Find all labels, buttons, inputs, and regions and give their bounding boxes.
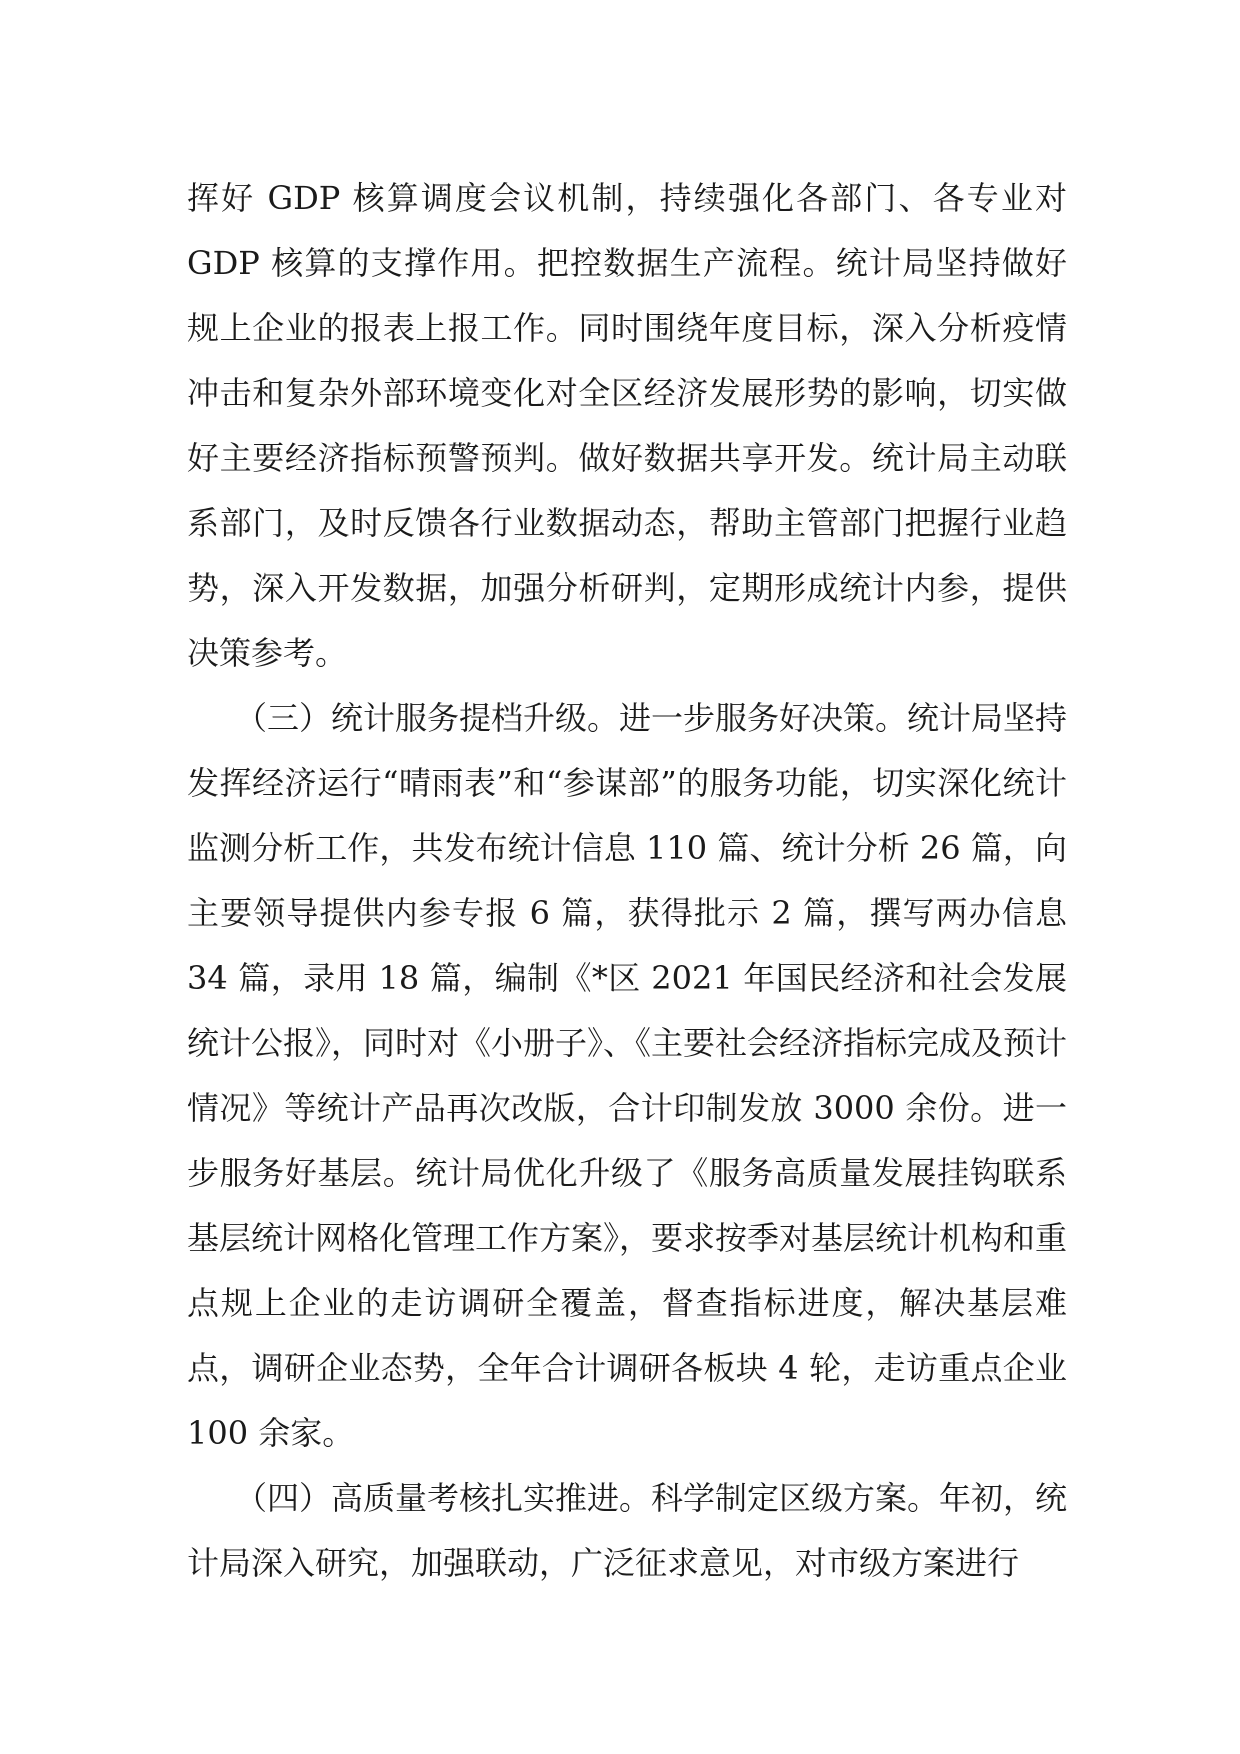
paragraph-quality-assessment: （四）高质量考核扎实推进。科学制定区级方案。年初，统计局深入研究，加强联动，广泛征求意见，对市级方案进行: [187, 1479, 1068, 1582]
paragraph-gdp-accounting: 挥好 GDP 核算调度会议机制，持续强化各部门、各专业对 GDP 核算的支撑作用。把控数据生产流程。统计局坚持做好规上企业的报表上报工作。同时围绕年度目标，深入分析疫情冲击和复杂外部环境变化对全区经济发展形势的影响，切实做好主要经济指标预警预判。做好数据共享开发。统计局主动联系部门，及时反馈各行业数据动态，帮助主管部门把握行业趋势，深入开发数据，加强分析研判，定期形成统计内参，提供决策参考。: [187, 179, 1078, 672]
document-body: [187, 166, 1078, 1596]
paragraph-statistical-services: （三）统计服务提档升级。进一步服务好决策。统计局坚持发挥经济运行“晴雨表”和“参谋部”的服务功能，切实深化统计监测分析工作，共发布统计信息 110 篇、统计分析 26 篇，向主要领导提供内参专报 6 篇，获得批示 2 篇，撰写两办信息 34 篇，录用 18 篇，编制《*区 2021 年国民经济和社会发展统计公报》，同时对《小册子》、《主要社会经济指标完成及预计情况》等统计产品再次改版，合计印制发放 3000 余份。进一步服务好基层。统计局优化升级了《服务高质量发展挂钩联系基层统计网格化管理工作方案》，要求按季对基层统计机构和重点规上企业的走访调研全覆盖，督查指标进度，解决基层难点，调研企业态势，全年合计调研各板块 4 轮，走访重点企业 100 余家。: [187, 699, 1078, 1452]
